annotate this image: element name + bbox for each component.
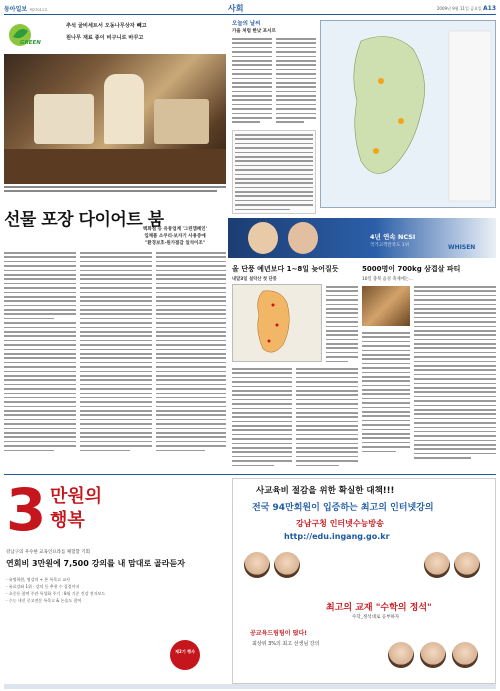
ad-bullet: - 초중등 참여 주관 특성화 주기 : 8월 기준 건강 전자보드 [6, 591, 106, 596]
weather-subtitle: 가을 처럼 한낮 포서르 [232, 29, 276, 34]
teacher-photo [452, 642, 478, 668]
masthead-rule [4, 3, 496, 15]
main-story-column-2 [80, 252, 152, 454]
main-story-column-1 [4, 252, 76, 454]
teacher-photo [274, 552, 300, 578]
main-subhead: 백화점 등 유통업계 '그린캠페인' 입체폼 소쿠리·보자기 사용증에 "환경보호·원가절감 일석이조" [143, 227, 207, 247]
date-page: 2009년 9월 11일 금요일 A13 [436, 5, 496, 12]
footer-strip [4, 684, 496, 689]
weather-table [232, 130, 316, 214]
green-logo-text: GREEN [20, 40, 41, 46]
story-3-column-1 [414, 286, 496, 462]
banner-ad-line-1: 4년 연속 NCSI [370, 233, 416, 241]
right-ad-link[interactable]: http://edu.ingang.go.kr [284, 532, 390, 541]
news-photo [4, 54, 226, 184]
ad-bullet: - 유명학원, 명강의 + 본 특목고 교사 [6, 577, 70, 582]
ad-bullet: - 유료강좌 1위 · 강의 등 추천 수 집결까지 [6, 584, 80, 589]
ad-divider [4, 474, 496, 475]
paper-name: 동아일보 제27011호 [4, 6, 48, 13]
story-3-headline: 5000명이 700kg 삼겹살 파티 [362, 265, 461, 273]
green-headline-2: 원나무 재료 종이 비구니로 바꾸고 [66, 35, 144, 41]
teacher-photo [244, 552, 270, 578]
main-story-column-3 [156, 252, 226, 454]
ncsi-banner-ad[interactable] [228, 218, 496, 258]
main-headline: 선물 포장 다이어트 붐 [4, 210, 164, 230]
weather-map [320, 20, 496, 208]
teacher-photo [454, 552, 480, 578]
teacher-photo [424, 552, 450, 578]
right-ad-title-2: 전국 94만회원이 입증하는 최고의 인터넷강의 [252, 503, 434, 513]
right-ad-cta-4: 최상위 3%의 최고 선생님 강의 [252, 641, 320, 647]
weather-title: 오늘의 날씨 [232, 21, 261, 27]
story-2-headline: 올 단풍 예년보다 1~8일 늦어질듯 [232, 265, 339, 273]
event-badge: 제2기 행사 [170, 640, 200, 670]
story-2-column-2 [232, 368, 292, 469]
weather-column-2 [276, 38, 316, 126]
right-ad-cta-2: 수학_정석대로 공부하자 [352, 615, 400, 620]
story-3-photo [362, 286, 410, 326]
story-2-column-1 [326, 286, 358, 365]
section-title: 사회 [228, 4, 244, 13]
ad-word-1: 만원의 [50, 486, 103, 507]
photo-caption [4, 186, 226, 195]
story-2-column-3 [296, 368, 358, 469]
banner-brand: WHISEN [448, 244, 476, 251]
ad-bullet-list [6, 576, 105, 604]
ad-tagline: 강남구의 우수한 교육인프라를 체험할 기회 [6, 550, 90, 555]
teacher-photo [388, 642, 414, 668]
story-3-column-2 [362, 332, 410, 455]
story-3-subhead: 10일 충북 음성 축제에는... [362, 277, 414, 282]
ad-word-2: 행복 [50, 510, 85, 531]
right-ad-title-3: 강남구청 인터넷수능방송 [296, 519, 384, 528]
right-ad-cta-1: 최고의 교재 "수학의 정석" [326, 603, 432, 613]
ad-big-number: 3 [6, 476, 47, 544]
green-headline-1: 추석 굴비세트서 오동나무상자 빼고 [66, 23, 147, 29]
story-2-subhead: 내달3일 설악산 첫 단풍 [232, 277, 277, 282]
right-ad-title-1: 사교육비 절감을 위한 확실한 대책!!! [256, 486, 395, 496]
banner-ad-line-2: 국가고객만족도 1위 [370, 243, 410, 248]
ad-offer: 연회비 3만원에 7,500 강의를 내 맘대로 골라듣자 [6, 559, 185, 568]
ad-bullet: - 수능 내신 중고전문 특목고 & 논술도 참여 [6, 598, 82, 603]
foliage-map [232, 284, 322, 362]
right-ad-cta-3: 공교육드림팀이 떴다! [250, 630, 307, 637]
teacher-photo [420, 642, 446, 668]
weather-column-1 [232, 38, 272, 126]
